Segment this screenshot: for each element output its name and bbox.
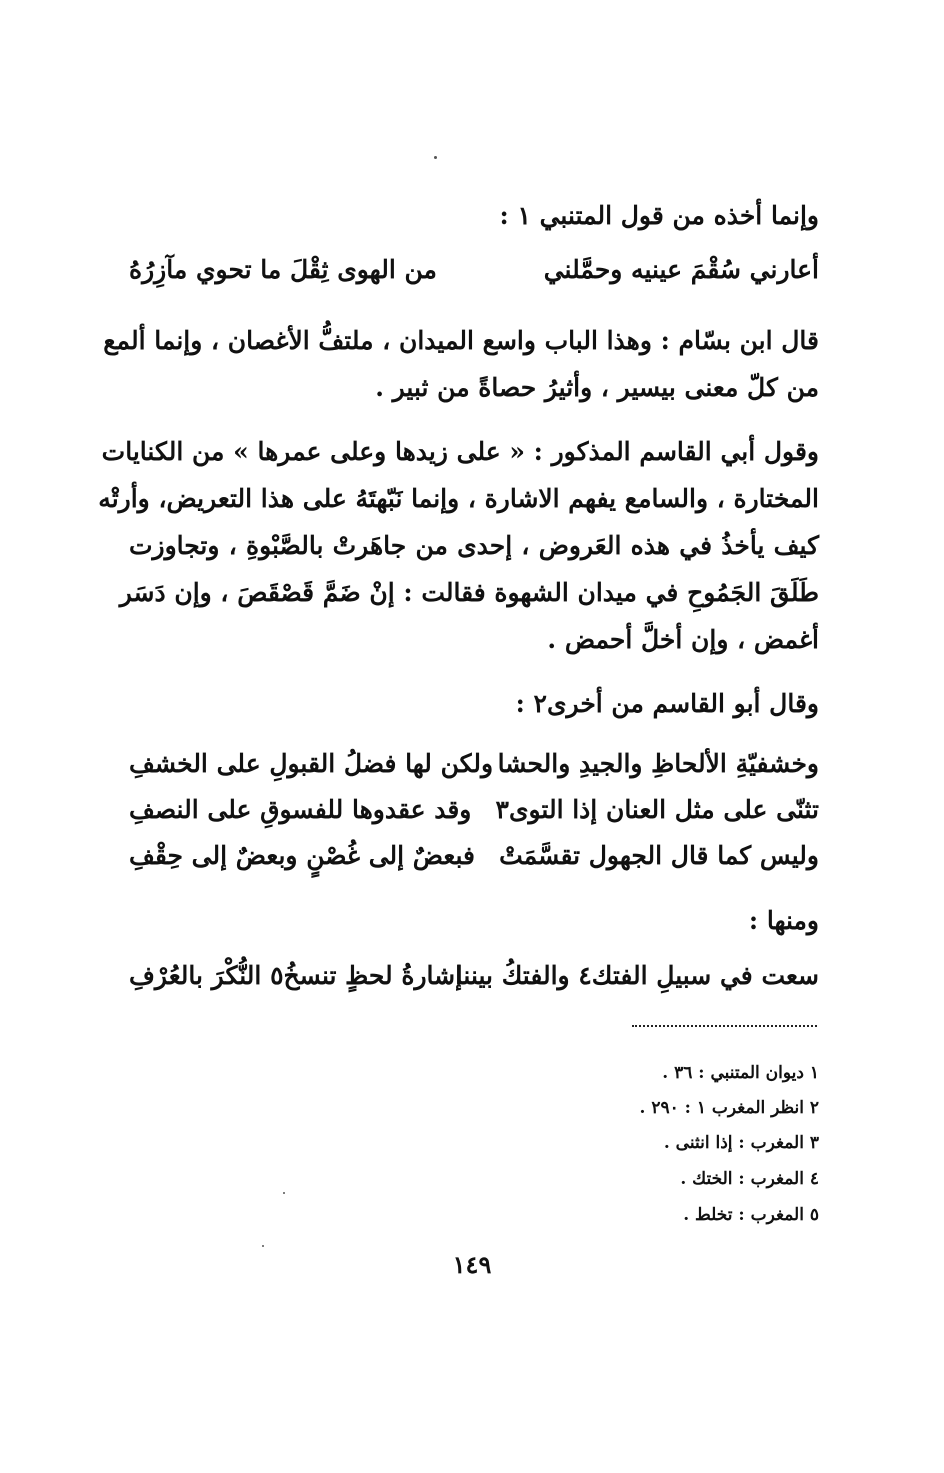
verse-3-first-hemistich: تثنّى على مثل العنان إذا التوى٣ — [495, 795, 819, 824]
verse-2-second-hemistich: ولكن لها فضلُ القبولِ على الخشفِ — [129, 749, 494, 778]
footnote-2: ٢ انظر المغرب ١ : ٢٩٠ . — [639, 1098, 819, 1118]
verse-2 — [129, 746, 819, 782]
verse-3 — [129, 792, 819, 828]
verse-2-first-hemistich: وخشفيّةِ الألحاظِ والجيدِ والحشا — [497, 749, 819, 778]
text-line-4: من كلّ معنى بيسير ، وأثيرُ حصاةً من ثبير . — [375, 373, 819, 402]
verse-1-first-hemistich: أعارني سُقْمَ عينيه وحمَّلني — [543, 255, 819, 284]
verse-4 — [129, 838, 819, 874]
verse-4-second-hemistich: فبعضٌ إلى غُصْنٍ وبعضٌ إلى حِقْفِ — [129, 841, 475, 870]
verse-5-first-hemistich: سعت في سبيلِ الفتك٤ والفتكُ بيننا — [455, 961, 819, 990]
footnote-separator — [632, 1025, 817, 1027]
verse-5 — [129, 958, 819, 994]
text-line-9: أغمض ، وإن أخلَّ أحمض . — [547, 625, 819, 654]
verse-1-second-hemistich: من الهوى ثِقْلَ ما تحوي مآزِرُهُ — [129, 255, 437, 284]
text-line-3: قال ابن بسّام : وهذا الباب واسع الميدان ، ملتفُّ الأغصان ، وإنما ألمع — [103, 326, 819, 355]
footnote-1: ١ ديوان المتنبي : ٣٦ . — [662, 1063, 819, 1083]
verse-3-second-hemistich: وقد عقدوها للفسوقِ على النصفِ — [129, 795, 472, 824]
verse-5-second-hemistich: إشارةُ لحظٍ تنسخُ٥ النُّكْرَ بالعُرْفِ — [129, 961, 463, 990]
page-number: ١٤٩ — [452, 1250, 492, 1279]
text-line-10: وقال أبو القاسم من أخرى٢ : — [515, 689, 819, 718]
verse-4-first-hemistich: وليس كما قال الجهول تقسَّمَتْ — [499, 841, 819, 870]
scan-speck — [283, 1192, 285, 1194]
footnote-5: ٥ المغرب : تخلط . — [683, 1205, 819, 1225]
text-line-6: المختارة ، والسامع يفهم الاشارة ، وإنما نَبّهتَهُ على هذا التعريض، وأرتْه — [98, 484, 819, 513]
text-line-intro: وإنما أخذه من قول المتنبي ١ : — [499, 201, 819, 230]
footnote-3: ٣ المغرب : إذا انثنى . — [663, 1133, 819, 1153]
scan-speck — [262, 1245, 264, 1247]
text-line-5: وقول أبي القاسم المذكور : « على زيدها وعلى عمرها » من الكنايات — [101, 437, 819, 466]
scan-speck — [434, 156, 437, 159]
verse-1 — [129, 252, 819, 288]
text-line-8: طَلَقَ الجَمُوحِ في ميدان الشهوة فقالت : إنْ ضَمَّ قَصْقَصَ ، وإن دَسَر — [119, 578, 819, 607]
text-line-14: ومنها : — [748, 906, 819, 935]
text-line-7: كيف يأخذُ في هذه العَروض ، إحدى من جاهَرتْ بالصَّبْوةِ ، وتجاوزت — [129, 531, 819, 560]
footnote-4: ٤ المغرب : الختك . — [680, 1169, 819, 1189]
